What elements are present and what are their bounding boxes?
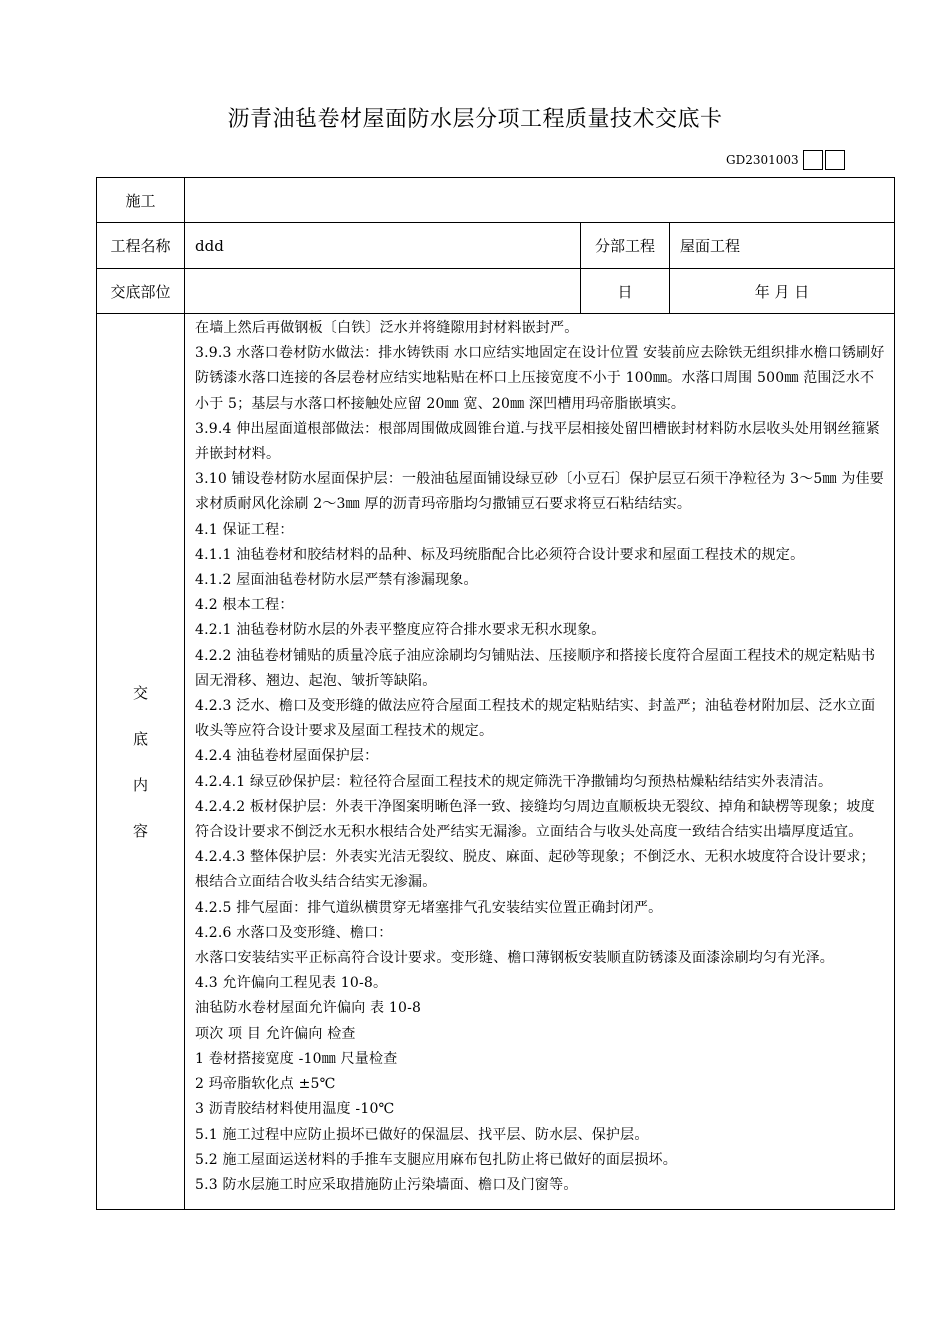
content-line: 4.2.6 水落口及变形缝、檐口： [195, 924, 393, 941]
doc-code: GD2301003 [726, 153, 799, 167]
content-line: 水落口安装结实平正标高符合设计要求。变形缝、檐口薄钢板安装顺直防锈漆及面漆涂刷均匀有光泽。 [195, 950, 834, 967]
content-line: 4.1.1 油毡卷材和胶结材料的品种、标及玛统脂配合比必须符合设计要求和屋面工程技术的规定。 [195, 546, 805, 563]
content-line: 项次 项 目 允许偏向 检查 [195, 1025, 356, 1042]
side-char: 容 [132, 821, 148, 840]
label-date: 日 [581, 269, 670, 314]
code-box-2[interactable] [825, 150, 845, 170]
construction-field[interactable] [185, 178, 895, 223]
row-construction [97, 178, 895, 223]
content-line: 2 玛帝脂软化点 ±5℃ [195, 1076, 336, 1093]
sub-project-field[interactable]: 屋面工程 [670, 223, 895, 269]
content-line: 5.1 施工过程中应防止损坏已做好的保温层、找平层、防水层、保护层。 [195, 1126, 649, 1143]
content-line: 4.2.4.3 整体保护层：外表实光洁无裂纹、脱皮、麻面、起砂等现象；不倒泛水、无积水坡度符合设计要求；根结合立面结合收头结合结实无渗漏。 [195, 849, 875, 891]
row-project [97, 223, 895, 269]
content-line: 5.3 防水层施工时应采取措施防止污染墙面、檐口及门窗等。 [195, 1176, 578, 1193]
doc-code-area [726, 149, 845, 171]
content-line: 4.1 保证工程： [195, 521, 294, 538]
content-body [185, 314, 895, 1210]
label-location: 交底部位 [97, 269, 185, 314]
content-line: 4.2.4.2 板材保护层：外表干净图案明晰色泽一致、接缝均匀周边直顺板块无裂纹、掉角和缺楞等现象；坡度符合设计要求不倒泛水无积水根结合处严结实无漏渗。立面结合与收头处高度一致结合结实出墙厚度适宜。 [195, 798, 875, 841]
content-line: 4.2.3 泛水、檐口及变形缝的做法应符合屋面工程技术的规定粘贴结实、封盖严；油毡卷材附加层、泛水立面收头等应符合设计要求及屋面工程技术的规定。 [195, 698, 876, 740]
content-line: 3.10 铺设卷材防水屋面保护层：一般油毡屋面铺设绿豆砂〔小豆石〕保护层豆石须干净粒径为 3～5㎜ 为佳要求材质耐风化涂刷 2～3㎜ 厚的沥青玛帝脂均匀撒铺豆石要求将豆石粘结结实。 [195, 471, 884, 513]
content-line: 4.2 根本工程： [195, 597, 294, 614]
content-line: 4.2.4 油毡卷材屋面保护层： [195, 748, 379, 765]
date-field[interactable]: 年 月 日 [670, 269, 895, 314]
content-line: 4.2.4.1 绿豆砂保护层：粒径符合屋面工程技术的规定筛洗干净撒铺均匀预热枯燥粘结结实外表清洁。 [195, 773, 833, 790]
label-sub-project: 分部工程 [581, 223, 670, 269]
content-line: 1 卷材搭接宽度 -10㎜ 尺量检查 [195, 1050, 398, 1067]
content-line: 3.9.4 伸出屋面道根部做法：根部周围做成圆锥台道.与找平层相接处留凹槽嵌封材料防水层收头处用钢丝箍紧并嵌封材料。 [195, 420, 880, 463]
row-content [97, 314, 895, 1210]
code-box-1[interactable] [803, 150, 823, 170]
content-line: 4.1.2 屋面油毡卷材防水层严禁有渗漏现象。 [195, 572, 478, 589]
label-project-name: 工程名称 [97, 223, 185, 269]
side-char: 内 [132, 775, 148, 794]
content-line: 4.3 允许偏向工程见表 10-8。 [195, 975, 388, 992]
content-line: 4.2.2 油毡卷材铺贴的质量冷底子油应涂刷均匀铺贴法、压接顺序和搭接长度符合屋面工程技术的规定粘贴书固无滑移、翘边、起泡、皱折等缺陷。 [195, 647, 876, 689]
location-field[interactable] [185, 269, 581, 314]
page-title: 沥青油毡卷材屋面防水层分项工程质量技术交底卡 [227, 107, 723, 132]
side-char: 底 [132, 729, 148, 748]
project-name-field[interactable]: ddd [185, 223, 581, 269]
disclosure-table [96, 177, 895, 1210]
content-line: 3 沥青胶结材料使用温度 -10℃ [195, 1101, 395, 1118]
content-line: 3.9.3 水落口卷材防水做法：排水铸铁雨 水口应结实地固定在设计位置 安装前应去除铁无组织排水檐口锈刷好防锈漆水落口连接的各层卷材应结实地粘贴在杯口上压接宽度不小于 100㎜。水落口周围 500㎜ 范围泛水不小于 5；基层与水落口杯接触处应留 20㎜ 宽、20㎜ 深凹槽用玛帝脂嵌填实。 [195, 345, 885, 412]
content-line: 4.2.5 排气屋面：排气道纵横贯穿无堵塞排气孔安装结实位置正确封闭严。 [195, 899, 663, 916]
label-construction: 施工 [97, 178, 185, 223]
content-line: 油毡防水卷材屋面允许偏向 表 10-8 [195, 1000, 422, 1017]
row-location [97, 269, 895, 314]
content-line: 在墙上然后再做钢板〔白铁〕泛水并将缝隙用封材料嵌封严。 [195, 320, 579, 336]
content-line: 4.2.1 油毡卷材防水层的外表平整度应符合排水要求无积水现象。 [195, 622, 606, 639]
content-line: 5.2 施工屋面运送材料的手推车支腿应用麻布包扎防止将已做好的面层损坏。 [195, 1151, 677, 1168]
content-side-label [97, 314, 185, 1210]
side-char: 交 [132, 683, 148, 702]
